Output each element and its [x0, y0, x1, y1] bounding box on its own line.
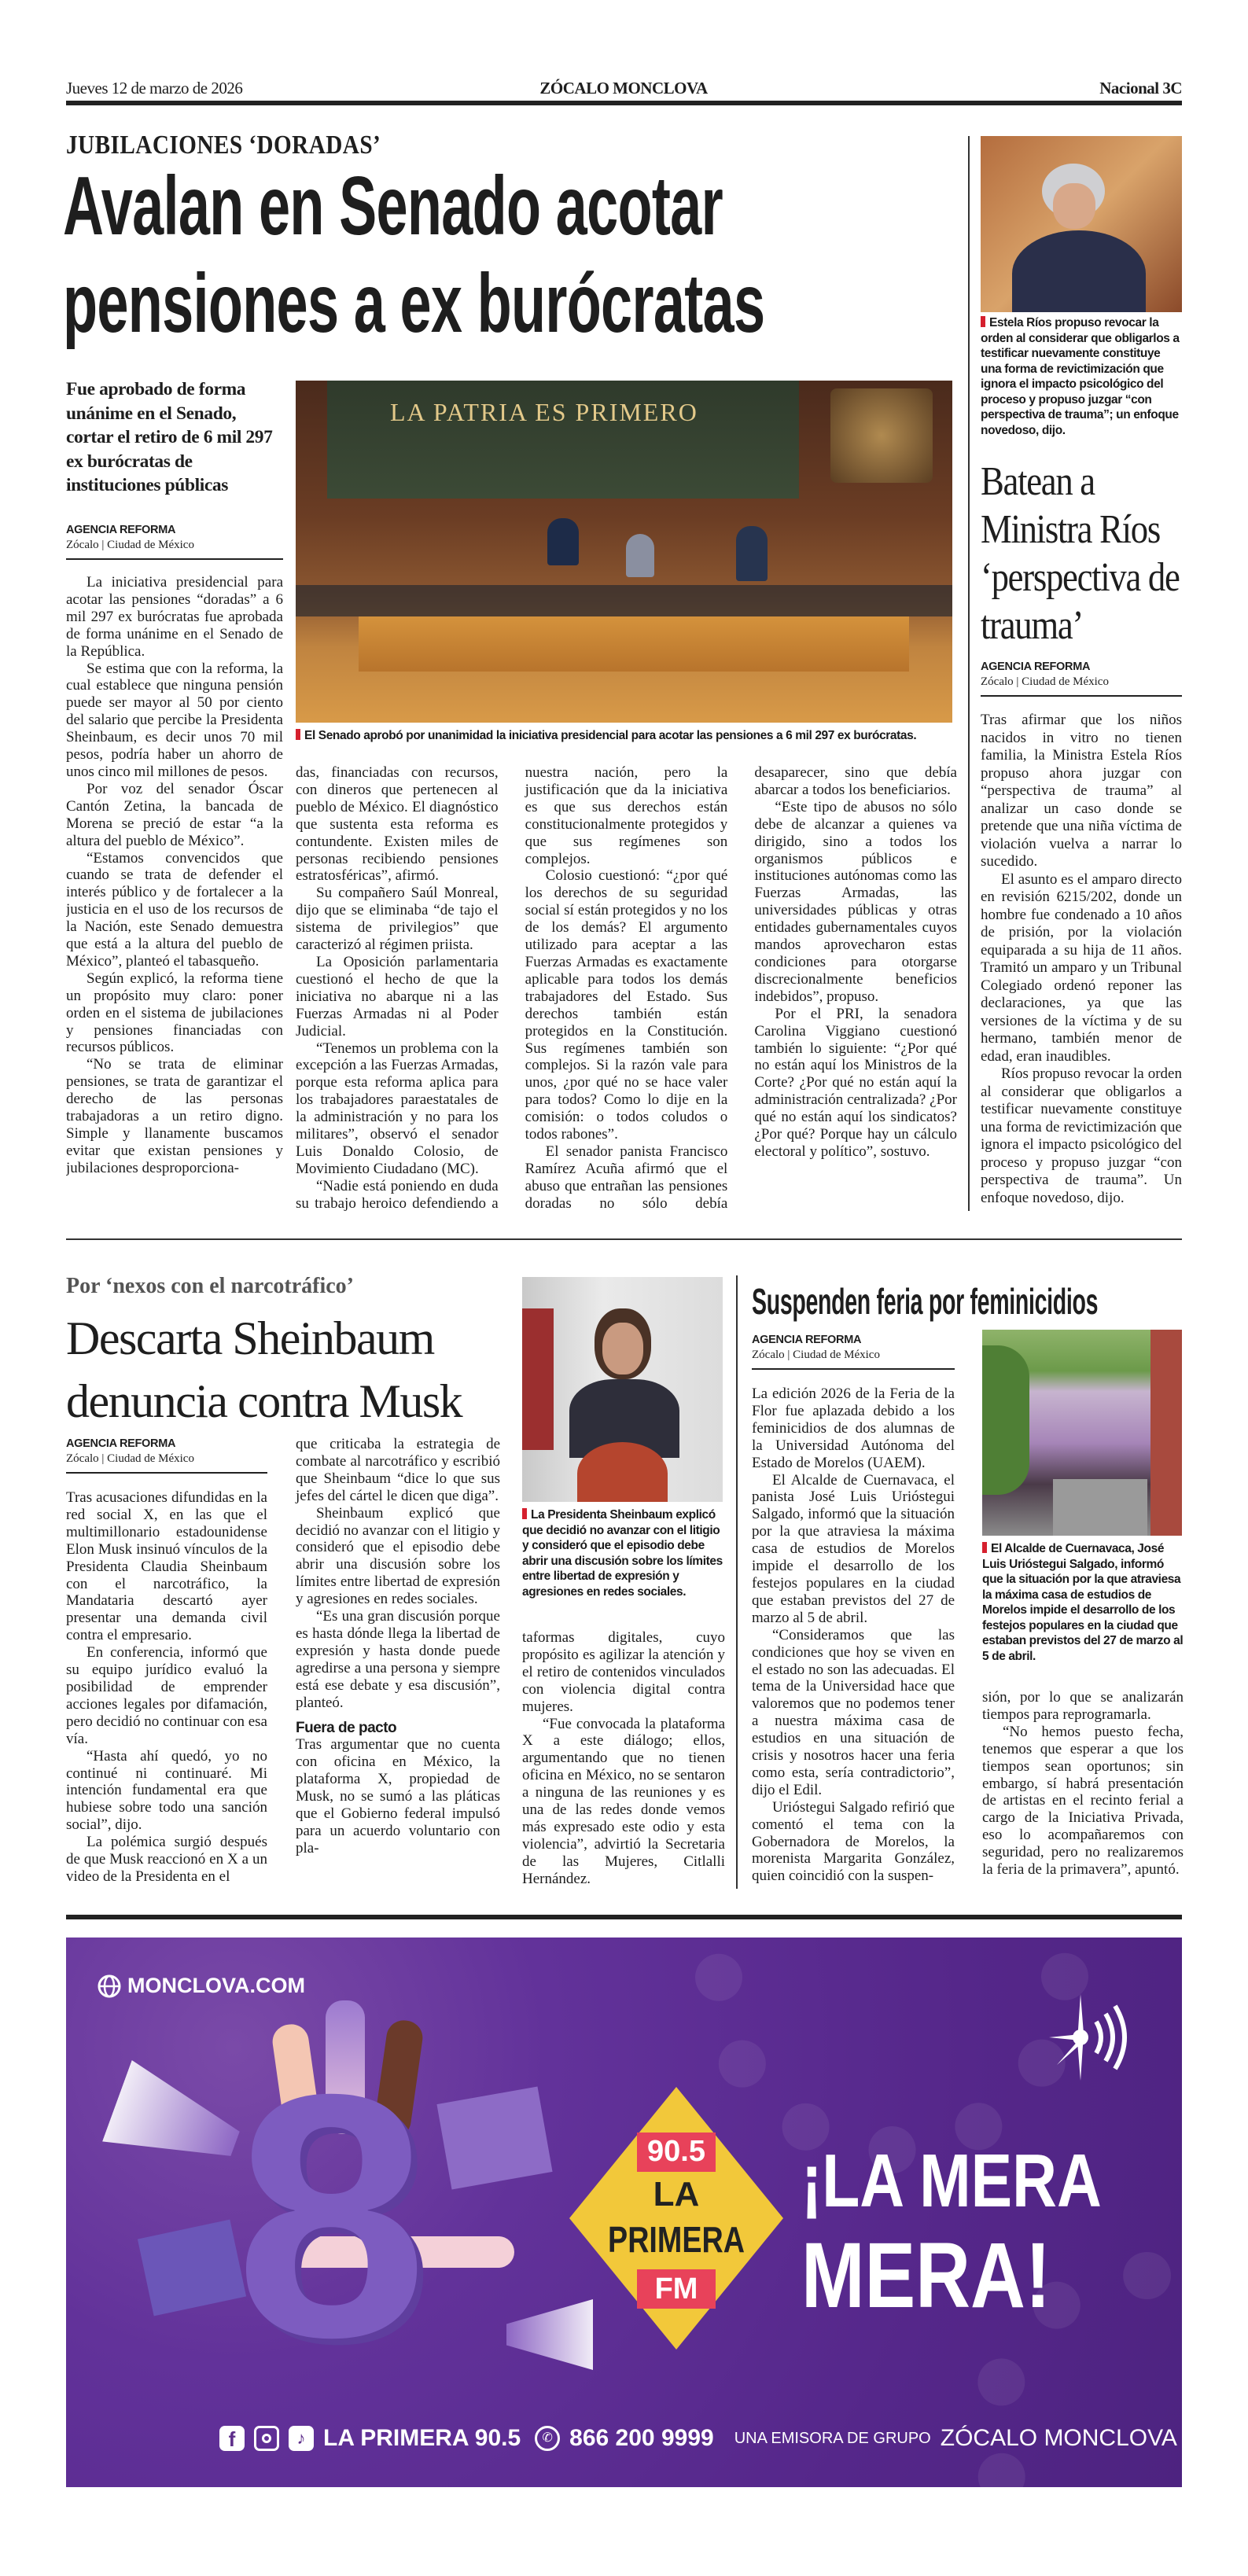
header-rule: [66, 101, 1182, 105]
paragraph: “Estamos convencidos que cuando se trata de defender el interés público y de fortalecer a la justicia en el uso de los recursos de la Nación, este Senado demuestra que está a la altura del pueblo de México”, planteó el tabasqueño.: [66, 849, 283, 970]
slogan-line1: ¡LA MERA: [801, 2139, 1102, 2223]
paragraph: Su compañero Saúl Monreal, dijo que se eliminaba “de tajo el sistema de privilegios” que caracterizó al régimen priista.: [296, 885, 499, 954]
paragraph: Urióstegui Salgado refirió que comentó el tema con la Gobernadora de Morelos, la morenista Margarita González, quien coincidió con la suspen-: [752, 1798, 955, 1885]
whatsapp-icon[interactable]: ✆: [535, 2426, 560, 2451]
dateline: Zócalo | Ciudad de México: [752, 1349, 880, 1361]
main-kicker: JUBILACIONES ‘DORADAS’: [66, 131, 381, 160]
big-eight: 8: [235, 2023, 428, 2409]
paragraph: “No se trata de eliminar pensiones, se trata de garantizar el derecho de las personas trabajadoras a un retiro digno. Simple y llanamente buscamos evitar que existan pensiones y jubilaciones desproporciona-: [66, 1056, 283, 1176]
paragraph: que criticaba la estrategia de combate al narcotráfico y escribió que Sheinbaum “dice lo que sus jefes del cártel le dicen que diga”.: [296, 1436, 500, 1504]
dateline: Zócalo | Ciudad de México: [66, 539, 194, 551]
byline-rule: [752, 1368, 955, 1370]
sheinbaum-photo-caption: [522, 1507, 728, 1599]
caption-marker-icon: [982, 1542, 987, 1553]
caption-marker-icon: [522, 1508, 527, 1519]
march-photo: [982, 1330, 1182, 1536]
section-divider: [66, 1238, 1182, 1240]
byline-rule: [981, 695, 1182, 697]
logo-la: LA: [653, 2175, 700, 2214]
paragraph: sión, por lo que se analizarán tiempos para reprogramarla.: [982, 1689, 1184, 1723]
section-page: Nacional 3C: [1099, 79, 1182, 98]
caption-text: El Senado aprobó por unanimidad la iniciativa presidencial para acotar las pensiones a 6 mil 297 ex burócratas.: [304, 729, 917, 742]
column-divider: [968, 136, 970, 1211]
paragraph: “No hemos puesto fecha, tenemos que esperar a que los tiempos sean oportunos; sin embargo, sí habrá presentación de artistas en el recinto ferial a cargo de la Iniciativa Privada, eso lo acompañaremos con seguridad, pero no realizaremos la feria de la primavera”, apuntó.: [982, 1723, 1184, 1879]
paragraph: La Oposición parlamentaria cuestionó el hecho de que la iniciativa no abarque ni a las Fuerzas Armadas ni al Poder Judicial.: [296, 953, 499, 1040]
caption-text: Estela Ríos propuso revocar la orden al considerar que obligarlos a testificar nuevamente constituye una forma de revictimización que ignora el impacto psicológico del proceso y propuso juzgar “con perspectiva de trauma”; un enfoque novedoso, dijo.: [981, 316, 1180, 437]
paragraph: “Es una gran discusión porque es hasta dónde llega la libertad de expresión y hasta donde puede agredirse a una persona y siempre está ese debate y esa discusión”, planteó.: [296, 1608, 500, 1711]
musk-headline-line1: Descarta Sheinbaum: [66, 1312, 434, 1364]
paragraph: En conferencia, informó que su equipo jurídico evaluó la posibilidad de emprender acciones legales por difamación, pero decidió no continuar con esa vía.: [66, 1644, 267, 1747]
photo-sign-text: LA PATRIA ES PRIMERO: [390, 398, 698, 426]
subheading: Fuera de pacto: [296, 1719, 397, 1736]
flag-red: [522, 1308, 554, 1450]
paragraph: Por el PRI, la senadora Carolina Viggiano cuestionó también lo siguiente: “¿Por qué no están aquí los Ministros de la Corte? ¿Por qué no están aquí la administración centralizada? ¿Por qué no están aquí los sindicatos? ¿Por qué? Porque hay un cálculo electoral y político”, sostuvo.: [754, 1005, 957, 1160]
main-headline-line1: Avalan en Senado acotar: [63, 160, 723, 252]
logo-fm: FM: [654, 2272, 698, 2306]
musk-byline: [66, 1437, 267, 1474]
logo-freq: 90.5: [647, 2135, 705, 2168]
building: [1150, 1330, 1182, 1536]
mini-logo-flag: [138, 2220, 246, 2317]
musk-body-col3: [522, 1629, 725, 1888]
paragraph: El asunto es el amparo directo en revisión 6215/202, donde un hombre fue condenado a 10 años de prisión, por la violación equiparada a su hija de 11 años. Tramitó un amparo y un Tribunal Colegiado ordenó reponer las declaraciones, ya que las versiones de la víctima y de su hermano, también menor de edad, eran inaudibles.: [981, 870, 1182, 1065]
march-photo-caption: [982, 1541, 1184, 1664]
paragraph: Tras acusaciones difundidas en la red social X, en las que el multimillonario estadounidense Elon Musk insinuó vínculos de la Presidenta Claudia Sheinbaum con el narcotráfico, la Mandataria descartó ayer presentar una demanda civil contra el empresario.: [66, 1489, 267, 1644]
paragraph: “Fue convocada la plataforma X a este diálogo; ellos, argumentando que no tienen oficina en México, no se sentaron a ninguna de las reuniones y es una de las redes donde vemos más expresado este odio y esta violencia”, advirtió la Secretaria de las Mujeres, Citlalli Hernández.: [522, 1715, 725, 1887]
podium-seal: [577, 1442, 668, 1502]
coat-of-arms: [830, 388, 933, 483]
ad-site[interactable]: [98, 1974, 305, 1998]
la-primera-ad[interactable]: [66, 1938, 1182, 2487]
main-body-col1: [66, 574, 283, 1213]
caption-text: El Alcalde de Cuernavaca, José Luis Urióstegui Salgado, informó que la situación por la que atraviesa la máxima casa de estudios de Morelos impide el desarrollo de los festejos populares en la ciudad que estaban previstos del 27 de marzo al 5 de abril.: [982, 1542, 1184, 1663]
main-body-cols: [296, 764, 957, 1213]
ad-phone[interactable]: 866 200 9999: [569, 2425, 714, 2451]
caption-text: La Presidenta Sheinbaum explicó que decidió no avanzar con el litigio y consideró que el episodio debe abrir una discusión sobre los límites entre libertad de expresión y agresiones en redes sociales.: [522, 1508, 723, 1599]
issue-date: Jueves 12 de marzo de 2026: [66, 79, 243, 98]
column-divider: [736, 1275, 738, 1889]
radio-signal-icon: [1049, 1994, 1136, 2081]
paragraph: “Tenemos un problema con la excepción a las Fuerzas Armadas, porque esta reforma aplica para los trabajadores paraestatales de la administración y no para los militares”, observó el senador Luis Donaldo Colosio, de Movimiento Ciudadano (MC).: [296, 1040, 499, 1177]
paragraph: “Hasta ahí quedó, yo no continué ni continuaré. Mi intención fundamental era que hubiese sobre todo una sanción social”, dijo.: [66, 1747, 267, 1834]
senate-podium: [359, 616, 909, 672]
facebook-icon[interactable]: f: [219, 2426, 245, 2451]
agency-name: AGENCIA REFORMA: [752, 1334, 862, 1346]
estela-rios-photo: [981, 136, 1182, 312]
street: [1053, 1479, 1147, 1536]
musk-headline: [66, 1307, 462, 1433]
paragraph: Se estima que con la reforma, la cual establece que ninguna pensión puede ser mayor al 50 por ciento del salario que percibe la Presidenta Sheinbaum, es decir unos 70 mil pesos, podría haber un ahorro de unos cinco mil millones de pesos.: [66, 660, 283, 780]
globe-icon: [98, 1974, 121, 1998]
paragraph: Ríos propuso revocar la orden al considerar que obligarlos a testificar nuevamente constituye una forma de revictimización que ignora el impacto psicológico del proceso y propuso juzgar “con perspectiva de trauma”. Un enfoque novedoso, dijo.: [981, 1065, 1182, 1206]
paragraph: La iniciativa presidencial para acotar las pensiones “doradas” a 6 mil 297 ex burócratas fue aprobada de forma unánime en el Senado de la República.: [66, 574, 283, 660]
dateline: Zócalo | Ciudad de México: [981, 675, 1109, 688]
paragraph: Tras afirmar que los niños nacidos in vitro no tienen familia, la Ministra Estela Ríos propuso ahora juzgar con “perspectiva de trauma” al analizar un caso donde se pretende que una niña víctima de violación vuelva a narrar lo sucedido.: [981, 712, 1182, 870]
agency-name: AGENCIA REFORMA: [66, 524, 176, 536]
musk-kicker: Por ‘nexos con el narcotráfico’: [66, 1274, 354, 1298]
main-deck: Fue aprobado de forma unánime en el Senado, cortar el retiro de 6 mil 297 ex burócratas de instituciones públicas: [66, 379, 273, 495]
dateline: Zócalo | Ciudad de México: [66, 1452, 194, 1465]
logo-diamond: [569, 2087, 783, 2350]
senator-figure: [736, 526, 768, 581]
main-headline-line2: pensiones a ex burócratas: [63, 257, 765, 350]
byline-rule: [66, 1472, 267, 1474]
paragraph: Tras argumentar que no cuenta con oficina en México, la plataforma X, propiedad de Musk, no se sumó a las pláticas que el Gobierno federal impulsó para un acuerdo voluntario con pla-: [296, 1736, 500, 1857]
social-handle: LA PRIMERA 90.5: [323, 2425, 521, 2451]
feria-body-col1: [752, 1386, 955, 1885]
senate-photo: [296, 381, 952, 723]
portrait-face: [1053, 183, 1095, 229]
feria-body-col2: [982, 1689, 1184, 1879]
paragraph: taformas digitales, cuyo propósito es agilizar la atención y el retiro de contenidos vinculados con violencia digital contra mujeres.: [522, 1629, 725, 1715]
portrait-face: [602, 1323, 643, 1374]
paragraph: El Alcalde de Cuernavaca, el panista José Luis Urióstegui Salgado, informó que la situación por la que atraviesa la máxima casa de estudios de Morelos impide el desarrollo de los festejos populares en la ciudad que estaban previstos del 27 de marzo al 5 de abril.: [752, 1471, 955, 1626]
senate-desk-row: [296, 585, 952, 616]
tiktok-icon[interactable]: ♪: [289, 2426, 314, 2451]
paragraph: “Consideramos que las condiciones que hoy se viven en el estado no son las adecuadas. El tema de la Universidad hace que valoremos que no podemos tener a nuestra máxima casa de estudios en una situación de crisis y nosotros hacer una feria como esta, sería contradictorio”, dijo el Edil.: [752, 1626, 955, 1798]
agency-name: AGENCIA REFORMA: [66, 1437, 176, 1450]
paragraph: Sheinbaum explicó que decidió no avanzar con el litigio y consideró que el episodio debe abrir una discusión sobre los límites entre libertad de expresión y agresiones en redes sociales.: [296, 1504, 500, 1608]
logo-primera: PRIMERA: [608, 2219, 745, 2260]
caption-marker-icon: [296, 729, 300, 740]
paragraph: Por voz del senador Óscar Cantón Zetina, la bancada de Morena se preció de estar “a la altura del pueblo de México”.: [66, 780, 283, 849]
ad-divider: [66, 1915, 1182, 1919]
paragraph: Colosio cuestionó: “¿por qué los derechos de su seguridad social sí están protegidos y no los de los demás? El argumento utilizado para aceptar a las Fuerzas Armadas es exactamente aplicable para todos los demás trabajadores del Estado. Sus derechos también están protegidos en la Constitución. Sus regímenes también son complejos. Si la razón vale para unos, ¿por qué no se hace valer para todos? Como lo dije en la comisión: o todos coludos o todos rabones”.: [525, 867, 728, 1143]
senator-figure: [626, 534, 654, 577]
la-primera-logo: [569, 2087, 783, 2350]
paragraph: das, financiadas con recursos, con dineros que pertenecen al pueblo de México. El diagnóstico que sustenta esta reforma es contundente. Existen miles de personas recibiendo pensiones estratosféricas”, afirmó.: [296, 764, 499, 885]
musk-body-col2: [296, 1436, 500, 1857]
paragraph: “Nadie está poniendo en duda su trabajo heroico defendiendo a nuestra nación, pero la justificación que da la iniciativa es que sus derechos están constitucionalmente protegidos y que sus regímenes son complejos.: [296, 764, 728, 1212]
portrait-body: [1012, 230, 1146, 312]
paragraph: “Este tipo de abusos no sólo debe de alcanzar a quienes va dirigido, sino a todos los organismos públicos e instituciones autónomas como las Fuerzas Armadas, las universidades públicas y otras entidades gubernamentales cuyos mandos aprovecharon estas condiciones para otorgarse discrecionalmente beneficios indebidos”, propuso.: [754, 798, 957, 1005]
feria-headline: Suspenden feria por feminicidios: [752, 1281, 1099, 1322]
rios-byline: [981, 661, 1182, 697]
senator-figure: [547, 518, 579, 565]
main-photo-caption: [296, 728, 956, 744]
instagram-icon[interactable]: [254, 2426, 279, 2451]
byline-rule: [66, 558, 283, 560]
sheinbaum-photo: [522, 1277, 723, 1502]
agency-name: AGENCIA REFORMA: [981, 661, 1091, 673]
caption-marker-icon: [981, 316, 985, 327]
paragraph: La edición 2026 de la Feria de la Flor fue aplazada debido a los feminicidios de dos alumnas de la Universidad Autónoma del Estado de Morelos (UAEM).: [752, 1386, 955, 1471]
musk-headline-line2: denuncia contra Musk: [66, 1375, 462, 1427]
rios-headline: Batean a Ministra Ríos ‘perspectiva de trauma’: [981, 459, 1180, 648]
paragraph: El senador panista Francisco Ramírez Acuña afirmó que el abuso que entrañan las pensiones doradas no sólo debía desaparecer, sino que debía abarcar a todos los beneficiarios.: [525, 764, 957, 1212]
rios-photo-caption: [981, 315, 1184, 438]
rios-body: [981, 712, 1182, 1207]
megaphone-icon: [102, 2060, 250, 2184]
ad-footer: [219, 2425, 1177, 2452]
ad-slogan: [801, 2138, 1102, 2327]
feria-byline: [752, 1334, 955, 1370]
ad-site-text: MONCLOVA.COM: [127, 1974, 305, 1997]
paragraph: Según explicó, la reforma tiene un propósito muy claro: poner orden en el sistema de jubilaciones y pensiones financiadas con recursos públicos.: [66, 970, 283, 1056]
musk-body-col1: [66, 1489, 267, 1886]
trees: [982, 1345, 1029, 1495]
group-prefix: UNA EMISORA DE GRUPO: [734, 2429, 931, 2447]
paragraph: La polémica surgió después de que Musk reaccionó en X a un video de la Presidenta en el: [66, 1834, 267, 1885]
paper-name: ZÓCALO MONCLOVA: [539, 79, 708, 98]
feminist-flag: [436, 2087, 552, 2190]
main-byline: [66, 524, 283, 560]
group-name: ZÓCALO MONCLOVA: [940, 2425, 1177, 2451]
slogan-line2: MERA!: [801, 2224, 1051, 2328]
